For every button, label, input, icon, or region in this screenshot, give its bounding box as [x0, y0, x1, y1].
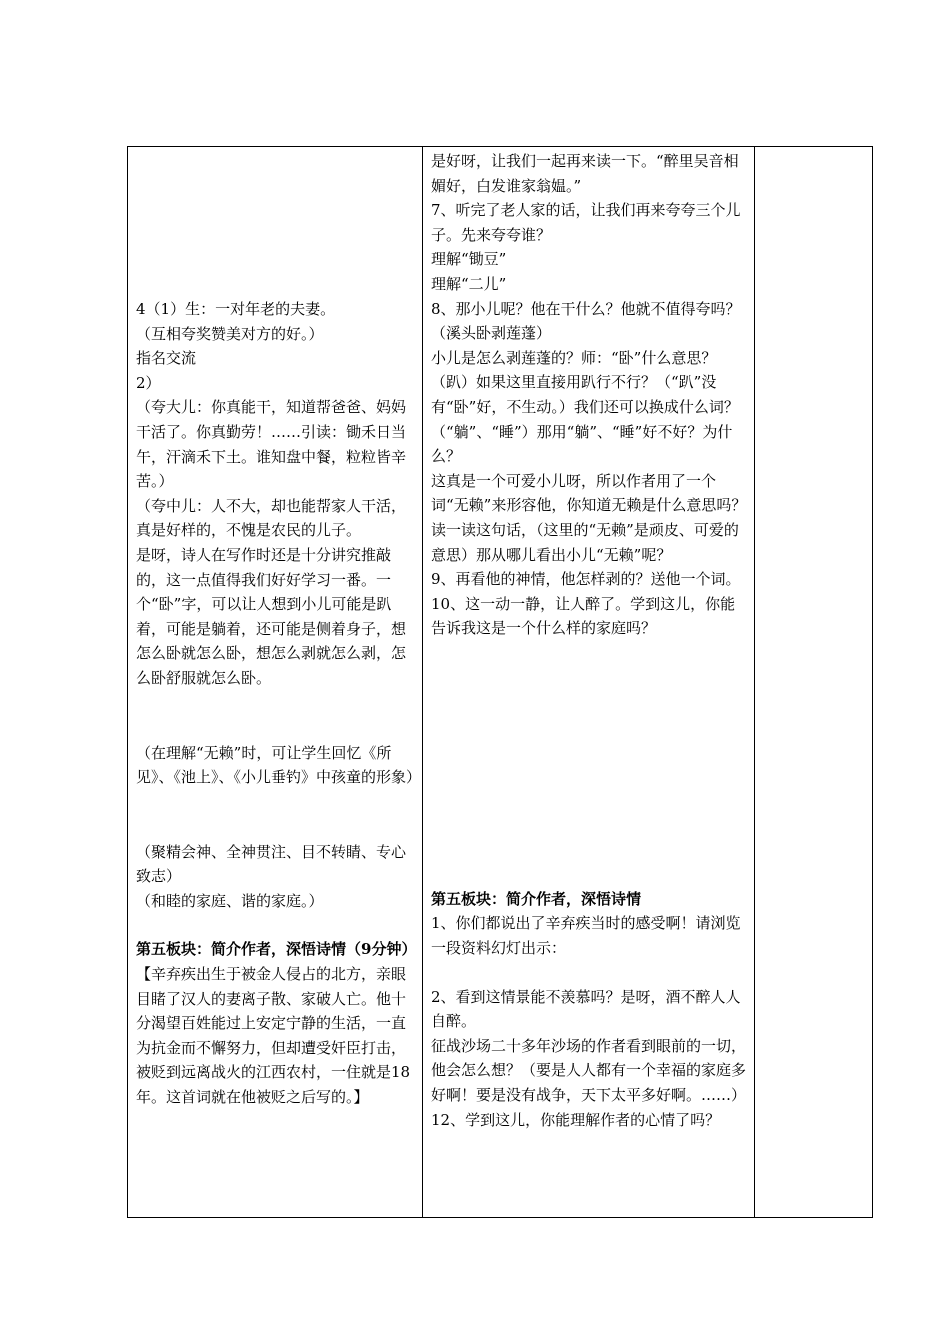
student-line: 是呀，诗人在写作时还是十分讲究推敲的，这一点值得我们好好学习一番。一个“卧”字，可以让人想到小儿可能是趴着，可能是躺着，还可能是侧着身子，想怎么卧就怎么卧，想怎么剥就怎么剥，怎么卧舒服就怎么卧。	[136, 545, 407, 687]
spacer	[136, 913, 416, 937]
section-title: 第五板块：简介作者，深悟诗情（9分钟）	[136, 940, 417, 959]
notes-cell	[755, 147, 873, 1218]
author-note: 【辛弃疾出生于被金人侵占的北方，亲眼目睹了汉人的妻离子散、家破人亡。他十分渴望百姓能过上安定宁静的生活，一直为抗金而不懈努力，但却遭受奸臣打击，被贬到远离战火的江西农村，一住就是18年。这首词就在他被贬之后写的。】	[136, 965, 411, 1107]
spacer	[431, 961, 748, 985]
student-line: （夸中儿：人不大，却也能帮家人干活，真是好样的，不愧是农民的儿子。	[136, 496, 407, 540]
student-line: （互相夸奖赞美对方的好。）	[136, 324, 324, 343]
teacher-line: 10、这一动一静，让人醉了。学到这儿，你能告诉我这是一个什么样的家庭吗？	[431, 594, 736, 638]
spacer	[431, 641, 748, 887]
teacher-line: 12、学到这儿，你能理解作者的心情了吗？	[431, 1110, 721, 1129]
student-activity-cell	[128, 147, 423, 1218]
section-title: 第五板块：简介作者，深悟诗情	[431, 889, 642, 908]
teacher-activity-cell	[423, 147, 755, 1218]
student-line: （夸大儿：你真能干，知道帮爸爸、妈妈干活了。你真勤劳！……引读：锄禾日当午，汗滴禾下土。谁知盘中餐，粒粒皆辛苦。）	[136, 398, 407, 491]
teacher-line: 1、你们都说出了辛弃疾当时的感受啊！请浏览一段资料幻灯出示：	[431, 914, 741, 958]
teacher-line: 征战沙场二十多年沙场的作者看到眼前的一切，他会怎么想？（要是人人都有一个幸福的家庭多好啊！要是没有战争，天下太平多好啊。……）	[431, 1036, 747, 1105]
student-line: 指名交流	[136, 349, 197, 368]
student-line: 4（1）生：一对年老的夫妻。	[136, 300, 336, 318]
student-note: （在理解“无赖”时，可让学生回忆《所见》、《池上》、《小儿垂钓》中孩童的形象）	[136, 743, 422, 787]
teacher-line: 理解“锄豆”	[431, 250, 507, 269]
student-line: （聚精会神、全神贯注、目不转睛、专心致志）	[136, 842, 407, 886]
teacher-line: 2、看到这情景能不羡慕吗？是呀，酒不醉人人自醉。	[431, 987, 741, 1031]
teacher-line: 理解“二儿”	[431, 274, 507, 293]
teacher-line: 小儿是怎么剥莲蓬的？师：“卧”什么意思？（趴）如果这里直接用趴行不行？（“趴”没有“卧”好，不生动。）我们还可以换成什么词？（“躺”、“睡”）那用“躺”、“睡”好不好？为什么？	[431, 348, 739, 466]
teacher-line: 9、再看他的神情，他怎样剥的？送他一个词。	[431, 570, 741, 589]
student-line: 2）	[136, 373, 161, 392]
teacher-line: 8、那小儿呢？他在干什么？他就不值得夸吗？（溪头卧剥莲蓬）	[431, 299, 741, 343]
spacer	[136, 691, 416, 741]
lesson-plan-table	[127, 146, 873, 1218]
teacher-line: 7、听完了老人家的话，让我们再来夸夸三个儿子。先来夸夸谁？	[431, 201, 741, 244]
student-line: （和睦的家庭、谐的家庭。）	[136, 891, 324, 910]
teacher-line: 这真是一个可爱小儿呀，所以作者用了一个词“无赖”来形容他，你知道无赖是什么意思吗？读一读这句话，（这里的“无赖”是顽皮、可爱的意思）那从哪儿看出小儿“无赖”呢？	[431, 471, 747, 564]
teacher-line: 是好呀，让我们一起再来读一下。“醉里吴音相媚好，白发谁家翁媪。”	[431, 152, 739, 195]
spacer	[136, 790, 416, 840]
table-row	[128, 147, 873, 1218]
spacer	[136, 149, 416, 297]
